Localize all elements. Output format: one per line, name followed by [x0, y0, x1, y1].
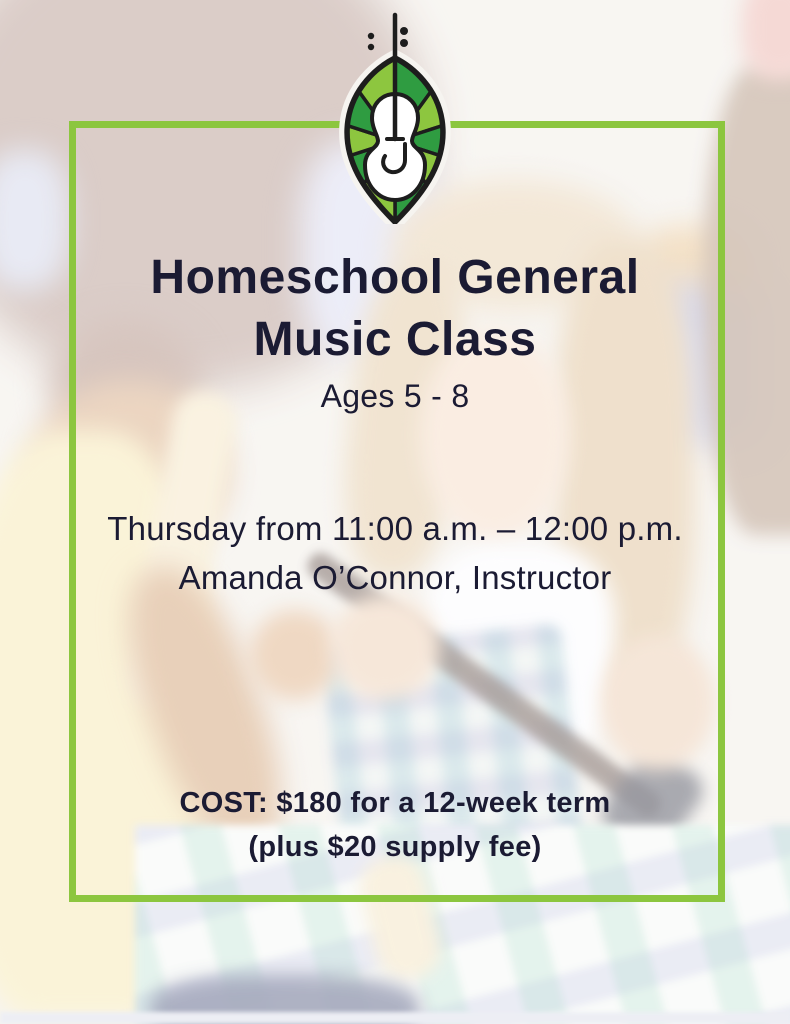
- schedule-time: Thursday from 11:00 a.m. – 12:00 p.m.: [107, 510, 683, 547]
- cost-line2: (plus $20 supply fee): [248, 831, 542, 863]
- cost-block: [0, 781, 790, 869]
- flyer-title-line1: Homeschool General: [150, 251, 640, 304]
- schedule-block: [0, 504, 790, 602]
- flyer-title-line2: Music Class: [253, 313, 537, 366]
- leaf-violin-logo-icon: [337, 12, 453, 224]
- logo-peg-dots: [368, 27, 408, 50]
- instructor-name: Amanda O’Connor, Instructor: [178, 559, 612, 596]
- flyer-title: [0, 247, 790, 371]
- age-range: Ages 5 - 8: [320, 378, 470, 414]
- cost-line1: COST: $180 for a 12-week term: [179, 787, 611, 819]
